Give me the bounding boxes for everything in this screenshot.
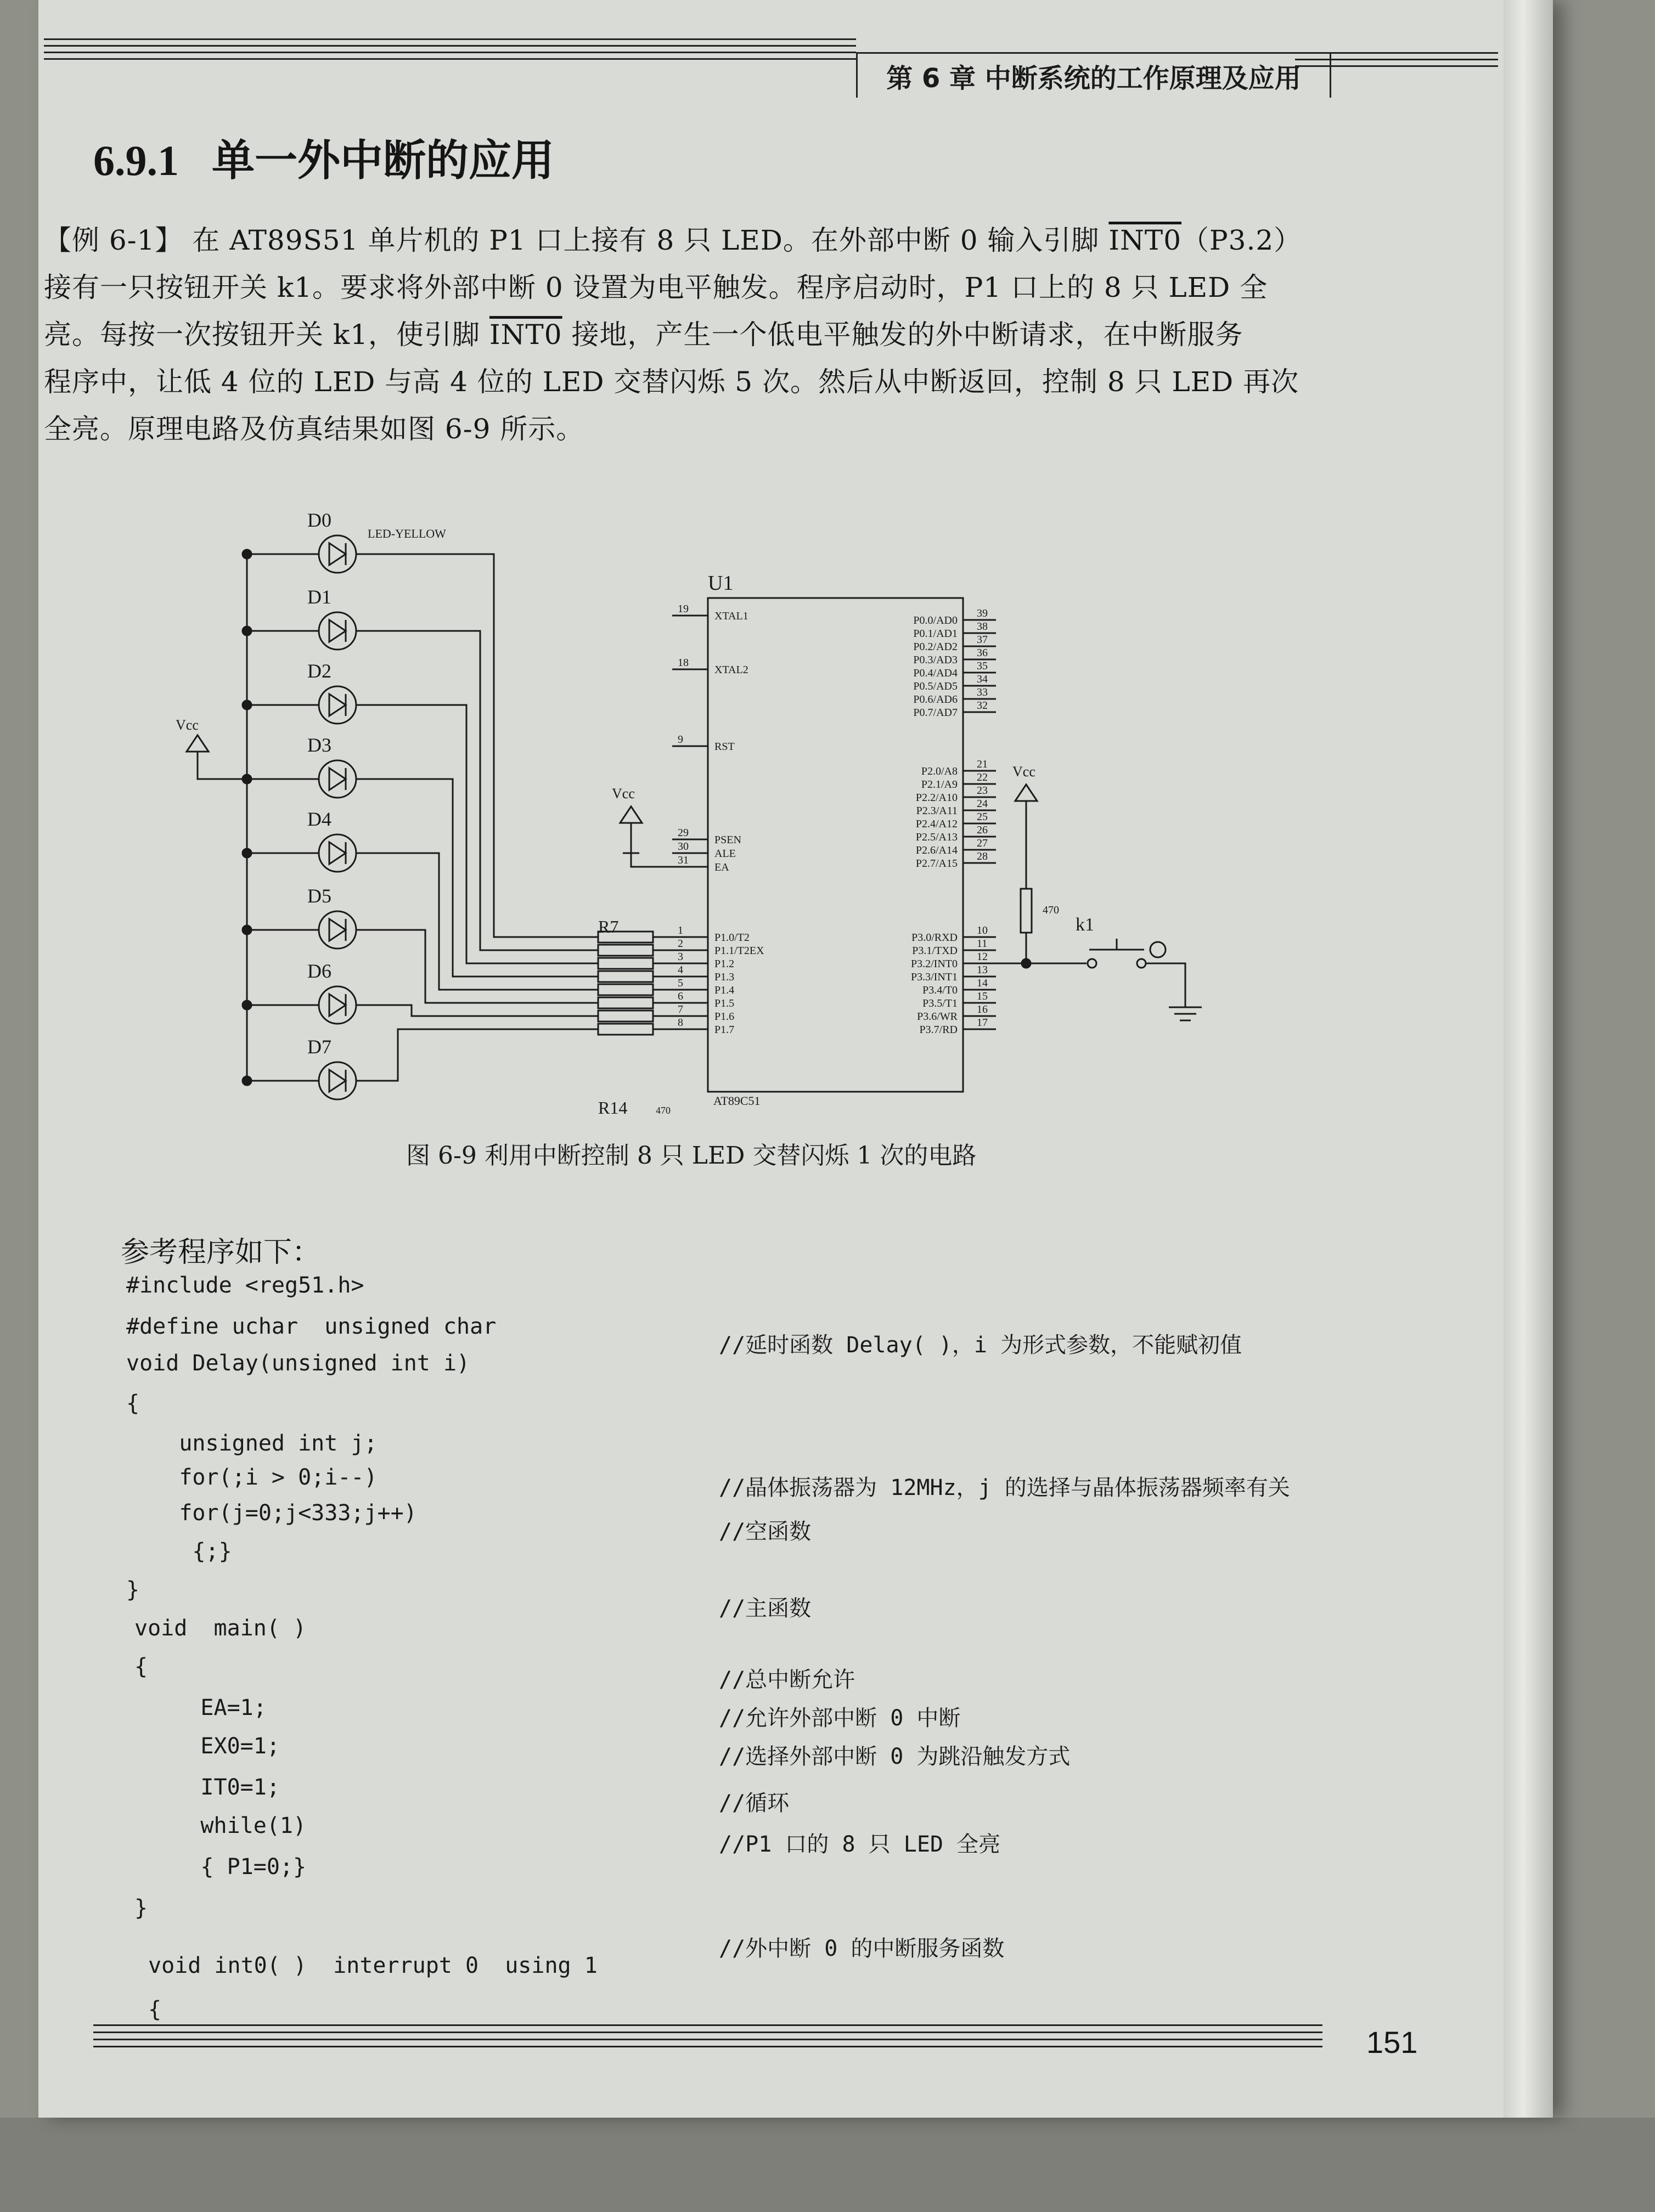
background-surface: [0, 2118, 1655, 2212]
code-line: }: [126, 1577, 140, 1602]
pin-number: 27: [977, 837, 988, 849]
led-label: D6: [307, 960, 331, 982]
switch-label: k1: [1076, 915, 1094, 935]
resistor: [598, 984, 653, 995]
pin-number: 37: [977, 634, 988, 646]
pin-number: 12: [977, 951, 988, 963]
pin-number: 29: [678, 827, 689, 839]
vcc-label: Vcc: [176, 717, 199, 733]
pin-label: XTAL2: [714, 664, 748, 676]
pin-label: EA: [714, 861, 729, 873]
pin-number: 28: [977, 850, 988, 862]
pin-number: 5: [678, 977, 683, 989]
pin-label: P2.6/A14: [915, 844, 958, 856]
pin-number: 18: [678, 657, 689, 669]
pin-number: 23: [977, 785, 988, 797]
pin-label: P3.6/WR: [917, 1011, 958, 1023]
pin-number: 2: [678, 938, 683, 950]
resistor: [598, 945, 653, 956]
page-edge: [1504, 0, 1553, 2118]
pin-label: XTAL1: [714, 610, 748, 622]
led-wire-right: [356, 930, 598, 1003]
code-comment: //P1 口的 8 只 LED 全亮: [719, 1832, 1001, 1857]
pin-number: 21: [977, 758, 988, 770]
resistor-value: 470: [656, 1105, 671, 1116]
resistor: [598, 1024, 653, 1035]
pin-number: 1: [678, 924, 683, 936]
code-line: unsigned int j;: [126, 1431, 378, 1456]
pin-number: 39: [977, 607, 988, 619]
pin-label: P3.3/INT1: [911, 971, 958, 983]
page-number: 151: [1366, 2025, 1418, 2059]
body-line-3-suffix: 接地，产生一个低电平触发的外中断请求，在中断服务: [562, 319, 1243, 351]
pin-number: 19: [678, 603, 689, 615]
pin-label: P1.0/T2: [714, 932, 750, 944]
section-title-text: 单一外中断的应用: [212, 136, 555, 185]
pin-label: P3.1/TXD: [912, 945, 958, 957]
resistor-label: R14: [598, 1098, 628, 1118]
led-label: D4: [307, 808, 331, 830]
resistor-label: R7: [598, 917, 619, 936]
code-comment: //晶体振荡器为 12MHz，j 的选择与晶体振荡器频率有关: [719, 1475, 1290, 1500]
pin-label: P0.1/AD1: [913, 628, 958, 640]
code-intro: 参考程序如下：: [121, 1236, 321, 1269]
pin-label: P2.3/A11: [916, 805, 958, 817]
code-comment: //主函数: [719, 1596, 812, 1621]
pin-number: 22: [977, 771, 988, 783]
pin-number: 15: [977, 990, 988, 1002]
resistor: [598, 997, 653, 1008]
pin-label: P3.2/INT0: [911, 958, 958, 970]
led-label: D1: [307, 586, 331, 608]
switch-knob: [1150, 942, 1166, 957]
pin-number: 26: [977, 824, 988, 836]
code-line: for(;i > 0;i--): [126, 1465, 378, 1490]
pin-label: P0.4/AD4: [913, 667, 958, 679]
pin-label: P0.6/AD6: [913, 693, 958, 706]
resistor: [598, 958, 653, 969]
led-wire-right: [356, 779, 598, 977]
code-line: EX0=1;: [134, 1734, 280, 1759]
pin-number: 32: [977, 699, 988, 712]
code-line: while(1): [134, 1813, 307, 1838]
pin-label: RST: [714, 741, 735, 753]
pin-label: P3.7/RD: [919, 1024, 958, 1036]
pin-label: P2.2/A10: [915, 792, 958, 804]
body-line-5: 全亮。原理电路及仿真结果如图 6-9 所示。: [44, 413, 584, 445]
junction-dot: [1022, 959, 1031, 968]
led-circle: [319, 1062, 356, 1099]
led-circle: [319, 760, 356, 798]
pin-number: 4: [678, 964, 683, 976]
pin-label: P3.5/T1: [922, 997, 958, 1009]
pin-label: P1.2: [714, 958, 735, 970]
pin-label: P1.4: [714, 984, 735, 996]
code-line: }: [134, 1895, 148, 1921]
led-circle: [319, 535, 356, 573]
led-wire-right: [356, 631, 598, 950]
led-wire-right: [356, 554, 598, 937]
led-circle: [319, 612, 356, 650]
example-paragraph: [44, 217, 1344, 453]
code-comment: //总中断允许: [719, 1667, 855, 1692]
pin-number: 25: [977, 811, 988, 823]
int0-overline: INT0: [1108, 224, 1182, 256]
pullup-resistor: [1021, 889, 1032, 933]
switch-contact: [1137, 959, 1146, 968]
code-comment: //允许外部中断 0 中断: [719, 1706, 961, 1731]
pin-number: 11: [977, 938, 988, 950]
pin-number: 13: [977, 964, 988, 976]
code-line: { P1=0;}: [134, 1854, 307, 1880]
vcc-symbol-left: [187, 735, 209, 752]
pin-label: P1.3: [714, 971, 735, 983]
int0-overline-2: INT0: [489, 319, 562, 351]
led-label: D7: [307, 1036, 331, 1058]
switch-contact: [1088, 959, 1096, 968]
pin-number: 9: [678, 733, 683, 746]
pin-label: P0.3/AD3: [913, 654, 958, 666]
pin-number: 6: [678, 990, 683, 1002]
code-comment: //外中断 0 的中断服务函数: [719, 1936, 1005, 1961]
vcc-symbol-center: [620, 806, 642, 823]
led-wire-right: [356, 853, 598, 990]
pin-number: 34: [977, 673, 988, 685]
resistor: [598, 1011, 653, 1022]
pin-number: 35: [977, 660, 988, 672]
pin-label: P1.6: [714, 1011, 735, 1023]
pin-label: P0.5/AD5: [913, 680, 958, 692]
body-line-1-suffix: （P3.2）: [1181, 224, 1302, 256]
pin-label: P2.1/A9: [921, 778, 958, 791]
pin-number: 30: [678, 840, 689, 853]
code-comment: //循环: [719, 1791, 790, 1816]
vcc-symbol-right: [1015, 785, 1037, 801]
chapter-header: 第 6 章 中断系统的工作原理及应用: [856, 52, 1331, 98]
led-label: D5: [307, 885, 331, 907]
code-line: for(j=0;j<333;j++): [126, 1500, 417, 1526]
section-title: [93, 126, 554, 188]
pin-number: 3: [678, 951, 683, 963]
pin-label: PSEN: [714, 834, 741, 846]
led-triangle: [329, 842, 346, 864]
pin-number: 14: [977, 977, 988, 989]
led-triangle: [329, 994, 346, 1016]
chip-ref: U1: [708, 572, 734, 595]
section-number: 6.9.1: [93, 137, 179, 184]
pin-label: P1.5: [714, 997, 735, 1009]
pin-number: 7: [678, 1003, 683, 1015]
led-circle: [319, 834, 356, 872]
circuit-diagram: [165, 494, 1207, 1118]
code-line: void main( ): [134, 1616, 307, 1641]
code-comment: //空函数: [719, 1519, 812, 1544]
vcc-label: Vcc: [612, 786, 635, 802]
led-triangle: [329, 543, 346, 565]
code-line: #include <reg51.h>: [126, 1273, 364, 1298]
pin-number: 31: [678, 854, 689, 866]
pin-number: 8: [678, 1017, 683, 1029]
pin-label: P3.0/RXD: [911, 932, 958, 944]
led-circle: [319, 986, 356, 1024]
pin-label: P1.7: [714, 1024, 735, 1036]
code-comment: //延时函数 Delay( )，i 为形式参数，不能赋初值: [719, 1333, 1242, 1358]
code-line: IT0=1;: [134, 1775, 280, 1800]
led-wire-right: [356, 705, 598, 963]
pin-label: P2.0/A8: [921, 765, 958, 777]
led-label: D0: [307, 509, 331, 531]
pin-number: 10: [977, 924, 988, 936]
code-line: EA=1;: [134, 1695, 267, 1720]
led-wire-right: [356, 1029, 598, 1081]
header-rule-left: [44, 38, 856, 82]
figure-caption: 图 6-9 利用中断控制 8 只 LED 交替闪烁 1 次的电路: [406, 1142, 977, 1170]
led-triangle: [329, 694, 346, 716]
footer-rule: [93, 2024, 1322, 2053]
pin-label: P2.7/A15: [915, 857, 958, 870]
code-comment: //选择外部中断 0 为跳沿触发方式: [719, 1744, 1071, 1769]
led-label: D2: [307, 660, 331, 682]
led-label: D3: [307, 734, 331, 756]
body-line-3: 亮。每按一次按钮开关 k1，使引脚: [44, 319, 489, 351]
chip-name: AT89C51: [713, 1094, 761, 1108]
pin-label: P3.4/T0: [922, 984, 958, 996]
pin-number: 38: [977, 620, 988, 633]
body-line-1: 【例 6-1】 在 AT89S51 单片机的 P1 口上接有 8 只 LED。在外部中断 0 输入引脚: [44, 224, 1109, 256]
pin-number: 24: [977, 798, 988, 810]
resistor: [598, 971, 653, 982]
led-circle: [319, 911, 356, 949]
led-wire-right: [356, 1005, 598, 1016]
pin-number: 17: [977, 1017, 988, 1029]
led-triangle: [329, 919, 346, 941]
ground-wire: [1146, 963, 1185, 1007]
vcc-label: Vcc: [1012, 764, 1035, 780]
pin-label: P0.0/AD0: [913, 614, 958, 627]
pullup-value: 470: [1043, 904, 1059, 916]
code-line: {: [126, 1391, 140, 1416]
pin-number: 33: [977, 686, 988, 698]
code-line: {: [148, 1997, 162, 2022]
pin-label: ALE: [714, 848, 736, 860]
code-line: void int0( ) interrupt 0 using 1: [148, 1953, 598, 1978]
code-line: void Delay(unsigned int i): [126, 1351, 470, 1376]
pin-number: 36: [977, 647, 988, 659]
pin-label: P0.7/AD7: [913, 707, 958, 719]
code-line: {: [134, 1654, 148, 1679]
vcc-wire-center: [631, 823, 672, 867]
led-triangle: [329, 1070, 346, 1092]
pin-label: P2.5/A13: [915, 831, 958, 843]
led-circle: [319, 686, 356, 724]
body-line-4: 程序中，让低 4 位的 LED 与高 4 位的 LED 交替闪烁 5 次。然后从中断返回，控制 8 只 LED 再次: [44, 366, 1299, 398]
pin-label: P0.2/AD2: [913, 641, 958, 653]
code-line: {;}: [126, 1539, 232, 1564]
code-line: #define uchar unsigned char: [126, 1314, 497, 1339]
led-triangle: [329, 768, 346, 790]
vcc-wire-left: [198, 752, 247, 779]
pin-number: 16: [977, 1003, 988, 1015]
led-triangle: [329, 620, 346, 642]
led-type: LED-YELLOW: [368, 527, 446, 540]
pin-label: P2.4/A12: [915, 818, 958, 830]
pin-label: P1.1/T2EX: [714, 945, 764, 957]
body-line-2: 接有一只按钮开关 k1。要求将外部中断 0 设置为电平触发。程序启动时，P1 口上的 8 只 LED 全: [44, 272, 1268, 303]
